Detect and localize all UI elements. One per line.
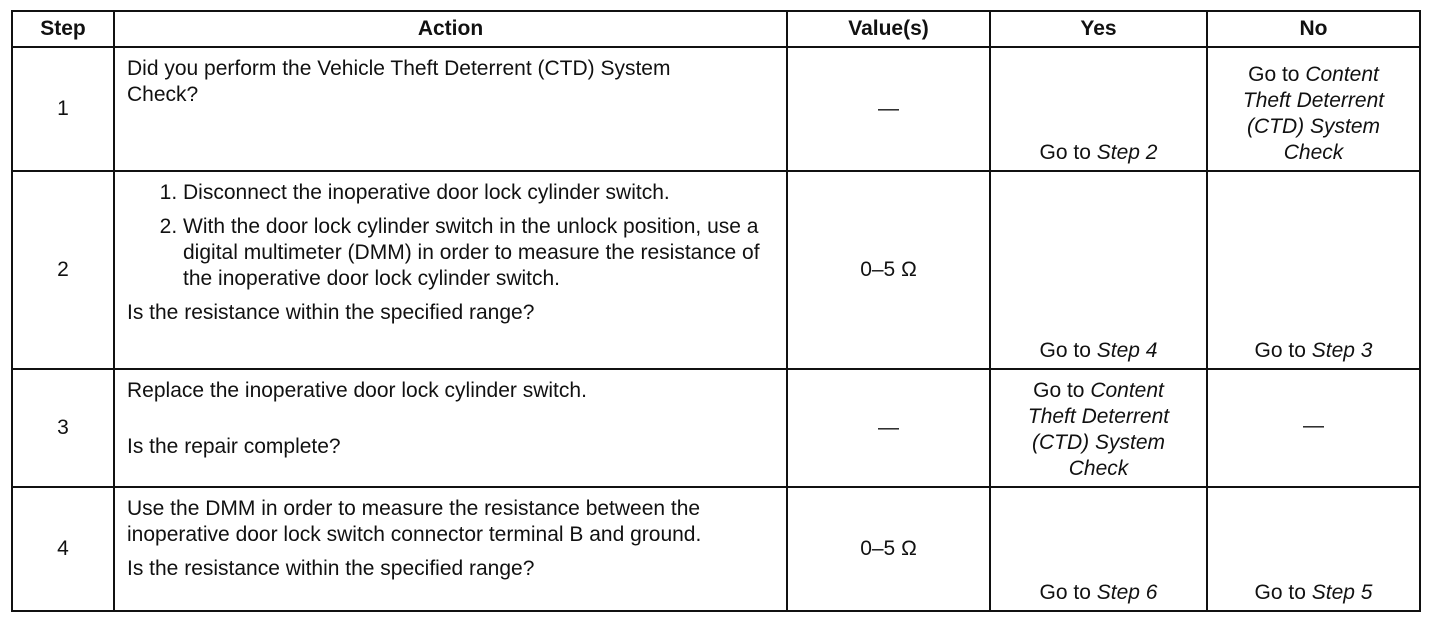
- no-prefix: Go to: [1248, 63, 1306, 86]
- no-link[interactable]: Content Theft Deterrent (CTD) System Check: [1242, 63, 1385, 164]
- sub-step: 2. With the door lock cylinder switch in the unlock position, use a digital multimeter (DMM) in order to measure the resistance of the inoperative door lock cylinder switch.: [183, 214, 776, 292]
- action-text: Did you perform the Vehicle Theft Deterrent (CTD) System Check?: [127, 57, 671, 106]
- yes-link[interactable]: Step 2: [1096, 141, 1158, 164]
- header-yes: Yes: [990, 11, 1207, 47]
- table-row: [12, 369, 1420, 487]
- action-cell: [114, 47, 787, 171]
- sub-step-list: [127, 180, 776, 292]
- action-question: Is the resistance within the specified range?: [127, 557, 535, 580]
- action-text: Replace the inoperative door lock cylinder switch.: [127, 379, 587, 402]
- table-row: [12, 487, 1420, 611]
- value-cell: 0–5 Ω: [787, 487, 990, 611]
- sub-step: 1. Disconnect the inoperative door lock cylinder switch.: [183, 180, 776, 206]
- step-number: 1: [12, 47, 114, 171]
- table-row: [12, 47, 1420, 171]
- yes-prefix: Go to: [1033, 379, 1091, 402]
- step-number: 4: [12, 487, 114, 611]
- header-values: Value(s): [787, 11, 990, 47]
- yes-link[interactable]: Content Theft Deterrent (CTD) System Check: [1027, 379, 1170, 480]
- no-cell: [1207, 171, 1420, 369]
- no-link[interactable]: Step 3: [1311, 339, 1373, 362]
- step-number: 2: [12, 171, 114, 369]
- diagnostic-table: [11, 10, 1421, 612]
- no-link[interactable]: Step 5: [1311, 581, 1373, 604]
- yes-prefix: Go to: [1039, 141, 1097, 164]
- action-question: Is the repair complete?: [127, 435, 341, 458]
- step-number: 3: [12, 369, 114, 487]
- header-step: Step: [12, 11, 114, 47]
- no-cell: [1207, 47, 1420, 171]
- yes-cell: [990, 369, 1207, 487]
- yes-link[interactable]: Step 4: [1096, 339, 1158, 362]
- action-text: Use the DMM in order to measure the resistance between the inoperative door lock switch connector terminal B and ground.: [127, 497, 702, 546]
- no-prefix: Go to: [1254, 581, 1312, 604]
- yes-link[interactable]: Step 6: [1096, 581, 1158, 604]
- value-cell: —: [787, 47, 990, 171]
- yes-prefix: Go to: [1039, 339, 1097, 362]
- action-cell: [114, 369, 787, 487]
- action-question: Is the resistance within the specified range?: [127, 301, 535, 324]
- yes-prefix: Go to: [1039, 581, 1097, 604]
- value-cell: —: [787, 369, 990, 487]
- yes-cell: [990, 47, 1207, 171]
- no-prefix: Go to: [1254, 339, 1312, 362]
- header-no: No: [1207, 11, 1420, 47]
- header-row: [12, 11, 1420, 47]
- action-cell: [114, 487, 787, 611]
- value-cell: 0–5 Ω: [787, 171, 990, 369]
- no-cell: —: [1207, 369, 1420, 487]
- no-cell: [1207, 487, 1420, 611]
- header-action: Action: [114, 11, 787, 47]
- action-cell: [114, 171, 787, 369]
- yes-cell: [990, 171, 1207, 369]
- yes-cell: [990, 487, 1207, 611]
- table-row: [12, 171, 1420, 369]
